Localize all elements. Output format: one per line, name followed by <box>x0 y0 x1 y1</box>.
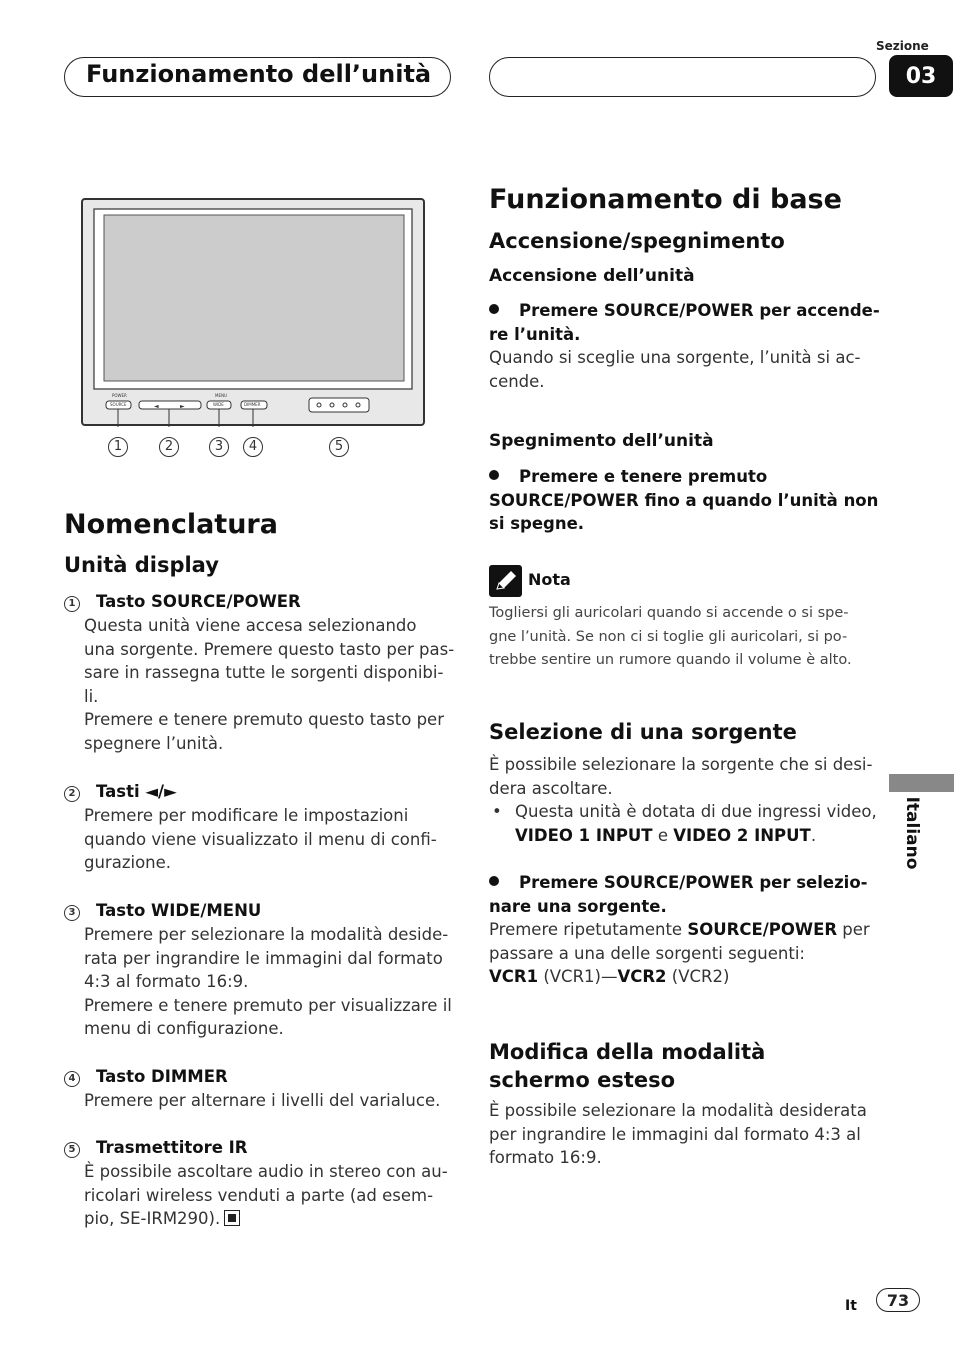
item-description <box>64 614 464 755</box>
page-section-title: Funzionamento dell’unità <box>86 60 432 88</box>
item-number: 3 <box>64 905 80 921</box>
step-instruction <box>489 299 889 323</box>
bullet-item <box>489 800 889 847</box>
text-line: È possibile ascoltare audio in stereo con au- <box>84 1162 448 1181</box>
step-power-on <box>489 299 889 393</box>
item-description <box>64 923 464 1041</box>
text-line: Togliersi gli auricolari quando si accende o si spe- <box>489 605 849 621</box>
text-line: Premere e tenere premuto questo tasto per <box>84 710 444 729</box>
text-line: È possibile selezionare la sorgente che si desi- <box>489 755 873 774</box>
section-number-badge: 03 <box>889 55 953 97</box>
text-line: 4:3 al formato 16:9. <box>84 972 249 991</box>
text-line: nare una sorgente. <box>489 896 667 916</box>
pencil-icon <box>489 565 522 597</box>
text-line: trebbe sentire un rumore quando il volume è alto. <box>489 652 852 668</box>
text-line: Premere e tenere premuto per visualizzare il <box>84 995 452 1015</box>
section-modifica <box>489 1099 889 1170</box>
text-line: Quando si sceglie una sorgente, l’unità si ac- <box>489 348 861 367</box>
text-line: schermo esteso <box>489 1068 676 1092</box>
step-bullet-icon <box>489 876 499 886</box>
text-line: menu di configurazione. <box>84 1019 284 1038</box>
text-line: pio, SE-IRM290). <box>84 1209 221 1228</box>
language-side-tab <box>889 774 954 792</box>
callout-1: 1 <box>108 437 128 457</box>
text-run: Premere ripetutamente <box>489 920 688 939</box>
text-line: SOURCE/POWER fino a quando l’unità non <box>489 490 879 510</box>
text-line <box>489 918 889 942</box>
step-select-source <box>489 871 889 989</box>
text-line: Premere e tenere premuto <box>519 467 768 486</box>
text-run: per <box>837 920 870 939</box>
text-line: cende. <box>489 371 545 391</box>
text-line: Premere SOURCE/POWER per selezio- <box>519 873 868 892</box>
subheading-unita-display: Unità display <box>64 553 219 577</box>
subheading-accensione-spegnimento: Accensione/spegnimento <box>489 229 785 253</box>
list-item <box>64 590 464 755</box>
text-line: passare a una delle sorgenti seguenti: <box>489 943 805 963</box>
language-side-label: Italiano <box>902 796 922 870</box>
item-description <box>64 1160 464 1231</box>
list-item <box>64 1136 464 1231</box>
text-line: gurazione. <box>84 853 172 872</box>
text-line: per ingrandire le immagini dal formato 4:3 al <box>489 1124 861 1144</box>
text-line <box>489 965 889 989</box>
text-line: Questa unità è dotata di due ingressi video, <box>515 802 877 821</box>
text-run: VCR2 <box>617 967 667 986</box>
item-title-text: Tasto SOURCE/POWER <box>96 592 301 611</box>
item-number: 2 <box>64 786 80 802</box>
text-line-with-end-mark <box>84 1207 464 1231</box>
text-line: spegnere l’unità. <box>84 733 224 753</box>
item-title-text: Tasto DIMMER <box>96 1067 228 1086</box>
text-run: VIDEO 2 INPUT <box>673 825 811 845</box>
item-title <box>64 1065 464 1089</box>
item-title-text: Tasti ◄/► <box>96 782 177 801</box>
text-run: (VCR1)— <box>538 967 618 986</box>
bullet-dot-icon: • <box>492 802 502 821</box>
text-run: e <box>652 825 674 845</box>
subheading-modifica-modalita <box>489 1038 765 1094</box>
button-label-menu: MENU <box>215 393 227 398</box>
item-description <box>64 1089 464 1113</box>
footer-lang-code: It <box>845 1298 857 1314</box>
text-line: È possibile selezionare la modalità desiderata <box>489 1101 867 1120</box>
list-item <box>64 899 464 1041</box>
text-run: VCR1 <box>489 967 539 986</box>
item-title <box>64 1136 464 1160</box>
svg-text:►: ► <box>180 403 185 410</box>
page-number: 73 <box>886 1290 910 1310</box>
item-title <box>64 780 464 804</box>
text-line: li. <box>84 686 99 706</box>
section-label: Sezione <box>876 39 929 53</box>
text-line: Questa unità viene accesa selezionando <box>84 616 417 635</box>
button-label-dimmer: DIMMER <box>244 402 261 407</box>
text-line: si spegne. <box>489 514 585 533</box>
button-label-source: SOURCE <box>110 402 127 407</box>
header-empty-pill <box>489 57 876 97</box>
list-item <box>64 1065 464 1113</box>
list-item <box>64 780 464 875</box>
subheading-selezione-sorgente: Selezione di una sorgente <box>489 720 797 744</box>
heading-nomenclatura: Nomenclatura <box>64 509 278 540</box>
text-line: re l’unità. <box>489 324 581 344</box>
text-line: una sorgente. Premere questo tasto per pas- <box>84 639 455 659</box>
callout-4: 4 <box>243 437 263 457</box>
step-bullet-icon <box>489 304 499 314</box>
button-label-wide: WIDE <box>213 402 224 407</box>
item-title-text: Tasto WIDE/MENU <box>96 901 262 920</box>
section-selezione <box>489 753 889 847</box>
note-text <box>489 602 889 673</box>
item-number: 1 <box>64 596 80 612</box>
item-title <box>64 899 464 923</box>
item-title <box>64 590 464 614</box>
text-line: dera ascoltare. <box>489 778 613 798</box>
heading-funzionamento-di-base: Funzionamento di base <box>489 184 842 215</box>
text-line: Premere per modificare le impostazioni <box>84 806 409 825</box>
button-label-power: POWER <box>112 393 127 398</box>
callout-2: 2 <box>159 437 179 457</box>
item-title-text: Trasmettitore IR <box>96 1138 248 1157</box>
display-unit-drawing <box>80 197 426 427</box>
text-line: gne l’unità. Se non ci si toglie gli auricolari, si po- <box>489 628 848 645</box>
step-power-off <box>489 465 889 536</box>
item-description <box>64 804 464 875</box>
text-line: Premere per alternare i livelli del varialuce. <box>84 1091 441 1110</box>
note-label: Nota <box>528 570 571 589</box>
subheading-accensione-unita: Accensione dell’unità <box>489 266 695 286</box>
text-line: Modifica della modalità <box>489 1040 766 1064</box>
subheading-spegnimento-unita: Spegnimento dell’unità <box>489 431 714 451</box>
end-of-section-icon <box>224 1210 240 1226</box>
text-run: SOURCE/POWER <box>687 920 838 939</box>
step-instruction <box>489 871 889 895</box>
text-run: VIDEO 1 INPUT <box>515 825 653 845</box>
page-number-pill <box>876 1288 920 1312</box>
text-run: . <box>810 825 817 845</box>
step-instruction <box>489 465 889 489</box>
text-line <box>515 824 889 848</box>
text-line: quando viene visualizzato il menu di confi- <box>84 829 437 849</box>
item-number: 4 <box>64 1071 80 1087</box>
step-bullet-icon <box>489 470 499 480</box>
text-line: ricolari wireless venduti a parte (ad esem- <box>84 1185 434 1205</box>
text-line: rata per ingrandire le immagini dal formato <box>84 948 443 968</box>
text-line: sare in rassegna tutte le sorgenti disponibi- <box>84 663 444 682</box>
callout-5: 5 <box>329 437 349 457</box>
display-unit-figure <box>80 197 426 427</box>
text-line: Premere per selezionare la modalità deside- <box>84 925 449 944</box>
text-line: formato 16:9. <box>489 1148 602 1167</box>
text-line: Premere SOURCE/POWER per accende- <box>519 301 880 320</box>
note-icon <box>489 565 522 597</box>
item-number: 5 <box>64 1142 80 1158</box>
svg-text:◄: ◄ <box>154 403 159 410</box>
callout-3: 3 <box>209 437 229 457</box>
text-run: (VCR2) <box>666 967 730 986</box>
